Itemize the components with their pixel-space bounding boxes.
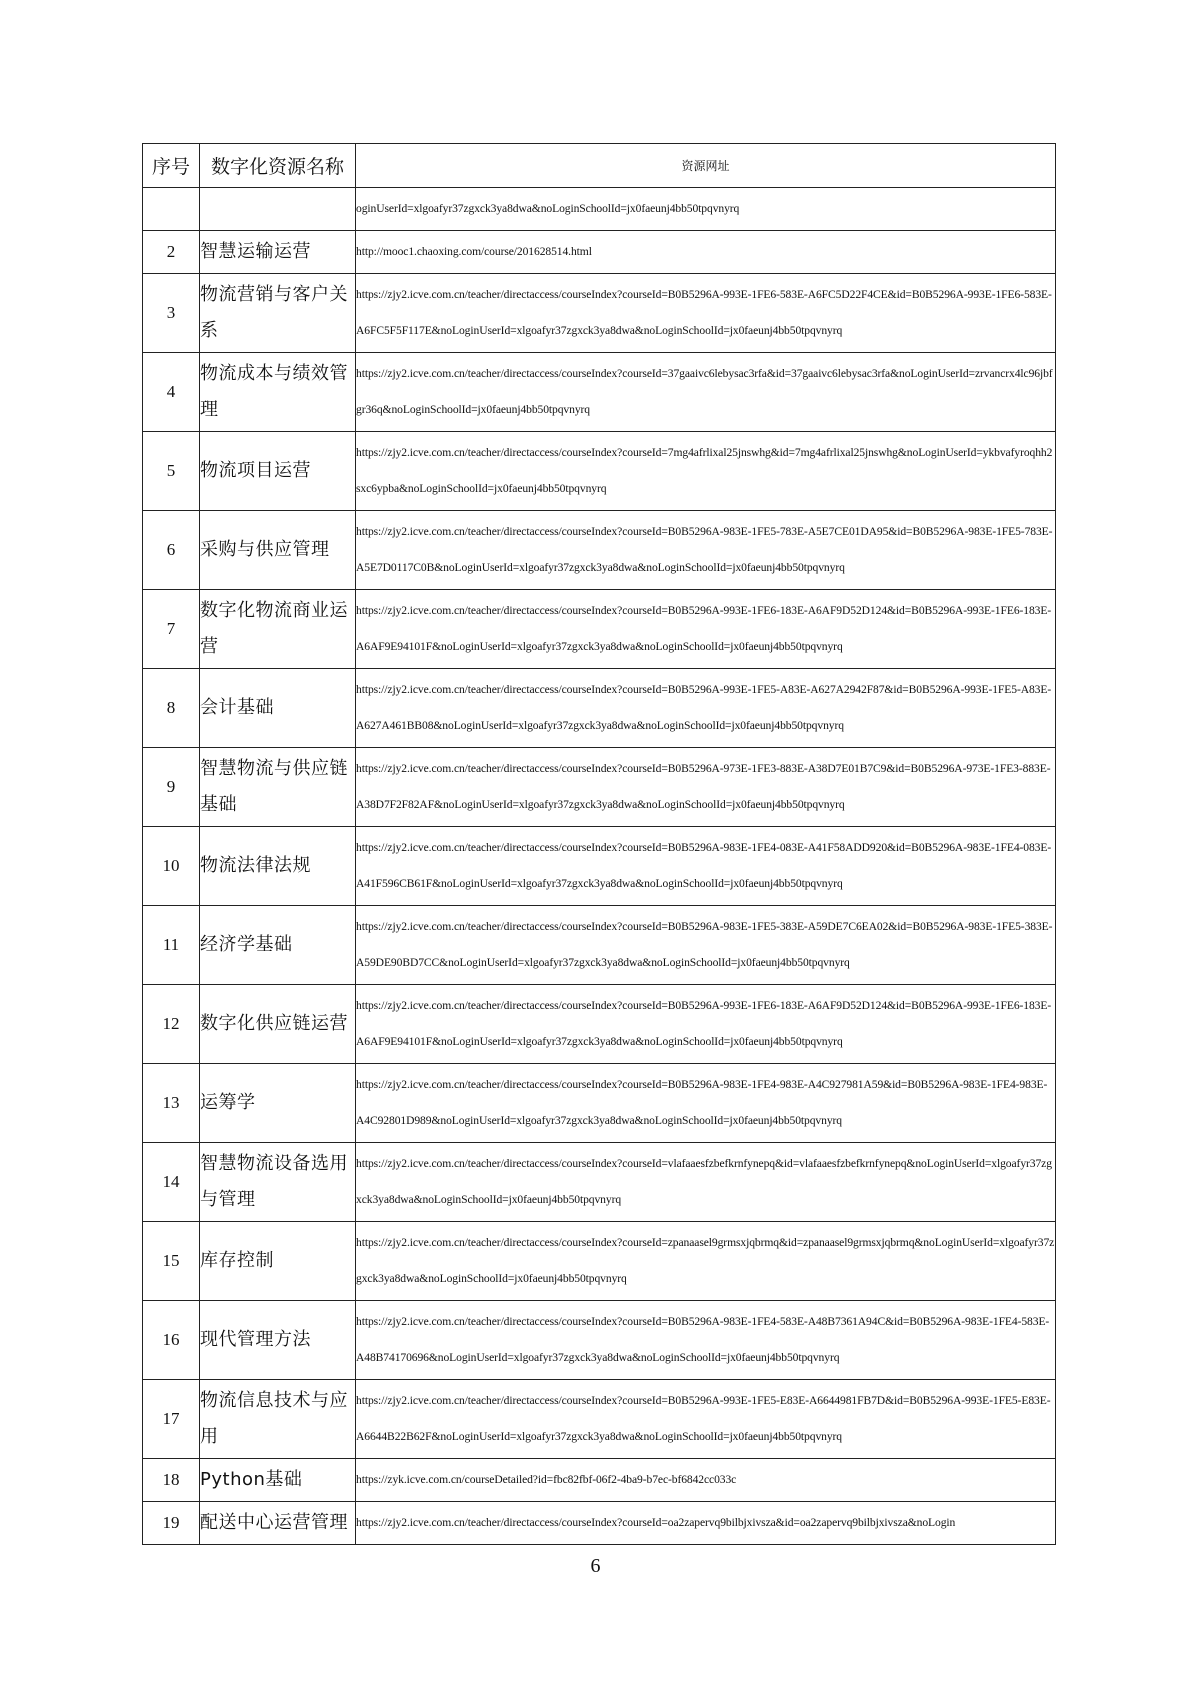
resource-url-link[interactable]: http://mooc1.chaoxing.com/course/201628514.html	[356, 231, 1056, 274]
header-name: 数字化资源名称	[200, 144, 356, 188]
resource-table	[142, 143, 1056, 1545]
table-row	[143, 590, 1056, 669]
row-number: 9	[143, 748, 200, 827]
resource-name: 会计基础	[200, 669, 356, 748]
resource-url-link[interactable]: https://zjy2.icve.com.cn/teacher/directaccess/courseIndex?courseId=B0B5296A-993E-1FE6-583E-A6FC5D22F4CE&id=B0B5296A-993E-1FE6-583E-A6FC5F5F117E&noLoginUserId=xlgoafyr37zgxck3ya8dwa&noLoginSchoolId=jx0faeunj4bb50tpqvnyrq	[356, 274, 1056, 353]
resource-name: 智慧物流设备选用与管理	[200, 1143, 356, 1222]
table-row	[143, 748, 1056, 827]
resource-url-link[interactable]: https://zjy2.icve.com.cn/teacher/directaccess/courseIndex?courseId=B0B5296A-983E-1FE5-783E-A5E7CE01DA95&id=B0B5296A-983E-1FE5-783E-A5E7D0117C0B&noLoginUserId=xlgoafyr37zgxck3ya8dwa&noLoginSchoolId=jx0faeunj4bb50tpqvnyrq	[356, 511, 1056, 590]
resource-url-link[interactable]: https://zjy2.icve.com.cn/teacher/directaccess/courseIndex?courseId=B0B5296A-983E-1FE4-983E-A4C927981A59&id=B0B5296A-983E-1FE4-983E-A4C92801D989&noLoginUserId=xlgoafyr37zgxck3ya8dwa&noLoginSchoolId=jx0faeunj4bb50tpqvnyrq	[356, 1064, 1056, 1143]
row-number: 4	[143, 353, 200, 432]
resource-url-link[interactable]: https://zjy2.icve.com.cn/teacher/directaccess/courseIndex?courseId=37gaaivc6lebysac3rfa&id=37gaaivc6lebysac3rfa&noLoginUserId=zrvancrx4lc96jbfgr36q&noLoginSchoolId=jx0faeunj4bb50tpqvnyrq	[356, 353, 1056, 432]
resource-url-link[interactable]: https://zjy2.icve.com.cn/teacher/directaccess/courseIndex?courseId=B0B5296A-993E-1FE5-A83E-A627A2942F87&id=B0B5296A-993E-1FE5-A83E-A627A461BB08&noLoginUserId=xlgoafyr37zgxck3ya8dwa&noLoginSchoolId=jx0faeunj4bb50tpqvnyrq	[356, 669, 1056, 748]
table-body	[143, 188, 1056, 1545]
table-row	[143, 1301, 1056, 1380]
resource-name: 运筹学	[200, 1064, 356, 1143]
resource-name: 经济学基础	[200, 906, 356, 985]
resource-name: 配送中心运营管理	[200, 1502, 356, 1545]
row-number: 6	[143, 511, 200, 590]
resource-name: 现代管理方法	[200, 1301, 356, 1380]
table-row	[143, 353, 1056, 432]
resource-name: 物流项目运营	[200, 432, 356, 511]
table-row	[143, 985, 1056, 1064]
resource-name	[200, 188, 356, 231]
resource-url-link[interactable]: https://zjy2.icve.com.cn/teacher/directaccess/courseIndex?courseId=7mg4afrlixal25jnswhg&id=7mg4afrlixal25jnswhg&noLoginUserId=ykbvafyroqhh2sxc6ypba&noLoginSchoolId=jx0faeunj4bb50tpqvnyrq	[356, 432, 1056, 511]
row-number: 19	[143, 1502, 200, 1545]
row-number: 13	[143, 1064, 200, 1143]
resource-name: 数字化供应链运营	[200, 985, 356, 1064]
table-row	[143, 906, 1056, 985]
table-row	[143, 1502, 1056, 1545]
row-number: 5	[143, 432, 200, 511]
table-row	[143, 188, 1056, 231]
row-number: 15	[143, 1222, 200, 1301]
resource-url-link[interactable]: https://zjy2.icve.com.cn/teacher/directaccess/courseIndex?courseId=oa2zapervq9bilbjxivsza&id=oa2zapervq9bilbjxivsza&noLogin	[356, 1502, 1056, 1545]
resource-url-link[interactable]: https://zjy2.icve.com.cn/teacher/directaccess/courseIndex?courseId=B0B5296A-983E-1FE5-383E-A59DE7C6EA02&id=B0B5296A-983E-1FE5-383E-A59DE90BD7CC&noLoginUserId=xlgoafyr37zgxck3ya8dwa&noLoginSchoolId=jx0faeunj4bb50tpqvnyrq	[356, 906, 1056, 985]
resource-url-link[interactable]: https://zjy2.icve.com.cn/teacher/directaccess/courseIndex?courseId=B0B5296A-983E-1FE4-583E-A48B7361A94C&id=B0B5296A-983E-1FE4-583E-A48B74170696&noLoginUserId=xlgoafyr37zgxck3ya8dwa&noLoginSchoolId=jx0faeunj4bb50tpqvnyrq	[356, 1301, 1056, 1380]
resource-name: 物流法律法规	[200, 827, 356, 906]
row-number: 17	[143, 1380, 200, 1459]
resource-name: 采购与供应管理	[200, 511, 356, 590]
resource-name: 智慧物流与供应链基础	[200, 748, 356, 827]
resource-url-link[interactable]: https://zjy2.icve.com.cn/teacher/directaccess/courseIndex?courseId=B0B5296A-993E-1FE6-183E-A6AF9D52D124&id=B0B5296A-993E-1FE6-183E-A6AF9E94101F&noLoginUserId=xlgoafyr37zgxck3ya8dwa&noLoginSchoolId=jx0faeunj4bb50tpqvnyrq	[356, 590, 1056, 669]
resource-name: Python基础	[200, 1459, 356, 1502]
resource-url-link[interactable]: https://zjy2.icve.com.cn/teacher/directaccess/courseIndex?courseId=B0B5296A-993E-1FE5-E83E-A6644981FB7D&id=B0B5296A-993E-1FE5-E83E-A6644B22B62F&noLoginUserId=xlgoafyr37zgxck3ya8dwa&noLoginSchoolId=jx0faeunj4bb50tpqvnyrq	[356, 1380, 1056, 1459]
table-row	[143, 432, 1056, 511]
table-row	[143, 231, 1056, 274]
resource-name: 物流信息技术与应用	[200, 1380, 356, 1459]
table-row	[143, 827, 1056, 906]
row-number: 2	[143, 231, 200, 274]
resource-name: 物流营销与客户关系	[200, 274, 356, 353]
table-row	[143, 511, 1056, 590]
row-number: 14	[143, 1143, 200, 1222]
resource-url-link[interactable]: https://zjy2.icve.com.cn/teacher/directaccess/courseIndex?courseId=B0B5296A-973E-1FE3-883E-A38D7E01B7C9&id=B0B5296A-973E-1FE3-883E-A38D7F2F82AF&noLoginUserId=xlgoafyr37zgxck3ya8dwa&noLoginSchoolId=jx0faeunj4bb50tpqvnyrq	[356, 748, 1056, 827]
resource-name: 物流成本与绩效管理	[200, 353, 356, 432]
table-row	[143, 1459, 1056, 1502]
resource-name: 数字化物流商业运营	[200, 590, 356, 669]
row-number: 3	[143, 274, 200, 353]
resource-url-link[interactable]: https://zyk.icve.com.cn/courseDetailed?id=fbc82fbf-06f2-4ba9-b7ec-bf6842cc033c	[356, 1459, 1056, 1502]
table-header	[143, 144, 1056, 188]
table-row	[143, 1380, 1056, 1459]
row-number: 12	[143, 985, 200, 1064]
table-row	[143, 1064, 1056, 1143]
table-row	[143, 1143, 1056, 1222]
row-number: 18	[143, 1459, 200, 1502]
row-number: 8	[143, 669, 200, 748]
row-number: 10	[143, 827, 200, 906]
table-row	[143, 669, 1056, 748]
resource-url-link[interactable]: https://zjy2.icve.com.cn/teacher/directaccess/courseIndex?courseId=vlafaaesfzbefkrnfynepq&id=vlafaaesfzbefkrnfynepq&noLoginUserId=xlgoafyr37zgxck3ya8dwa&noLoginSchoolId=jx0faeunj4bb50tpqvnyrq	[356, 1143, 1056, 1222]
row-number: 7	[143, 590, 200, 669]
resource-url-link[interactable]: https://zjy2.icve.com.cn/teacher/directaccess/courseIndex?courseId=B0B5296A-983E-1FE4-083E-A41F58ADD920&id=B0B5296A-983E-1FE4-083E-A41F596CB61F&noLoginUserId=xlgoafyr37zgxck3ya8dwa&noLoginSchoolId=jx0faeunj4bb50tpqvnyrq	[356, 827, 1056, 906]
header-url: 资源网址	[356, 144, 1056, 188]
table-row	[143, 1222, 1056, 1301]
resource-name: 库存控制	[200, 1222, 356, 1301]
row-number: 16	[143, 1301, 200, 1380]
resource-url-link[interactable]: oginUserId=xlgoafyr37zgxck3ya8dwa&noLoginSchoolId=jx0faeunj4bb50tpqvnyrq	[356, 188, 1056, 231]
header-no: 序号	[143, 144, 200, 188]
resource-url-link[interactable]: https://zjy2.icve.com.cn/teacher/directaccess/courseIndex?courseId=zpanaasel9grmsxjqbrmq&id=zpanaasel9grmsxjqbrmq&noLoginUserId=xlgoafyr37zgxck3ya8dwa&noLoginSchoolId=jx0faeunj4bb50tpqvnyrq	[356, 1222, 1056, 1301]
resource-name: 智慧运输运营	[200, 231, 356, 274]
table-row	[143, 274, 1056, 353]
row-number	[143, 188, 200, 231]
row-number: 11	[143, 906, 200, 985]
resource-url-link[interactable]: https://zjy2.icve.com.cn/teacher/directaccess/courseIndex?courseId=B0B5296A-993E-1FE6-183E-A6AF9D52D124&id=B0B5296A-993E-1FE6-183E-A6AF9E94101F&noLoginUserId=xlgoafyr37zgxck3ya8dwa&noLoginSchoolId=jx0faeunj4bb50tpqvnyrq	[356, 985, 1056, 1064]
page-number: 6	[590, 1555, 601, 1577]
